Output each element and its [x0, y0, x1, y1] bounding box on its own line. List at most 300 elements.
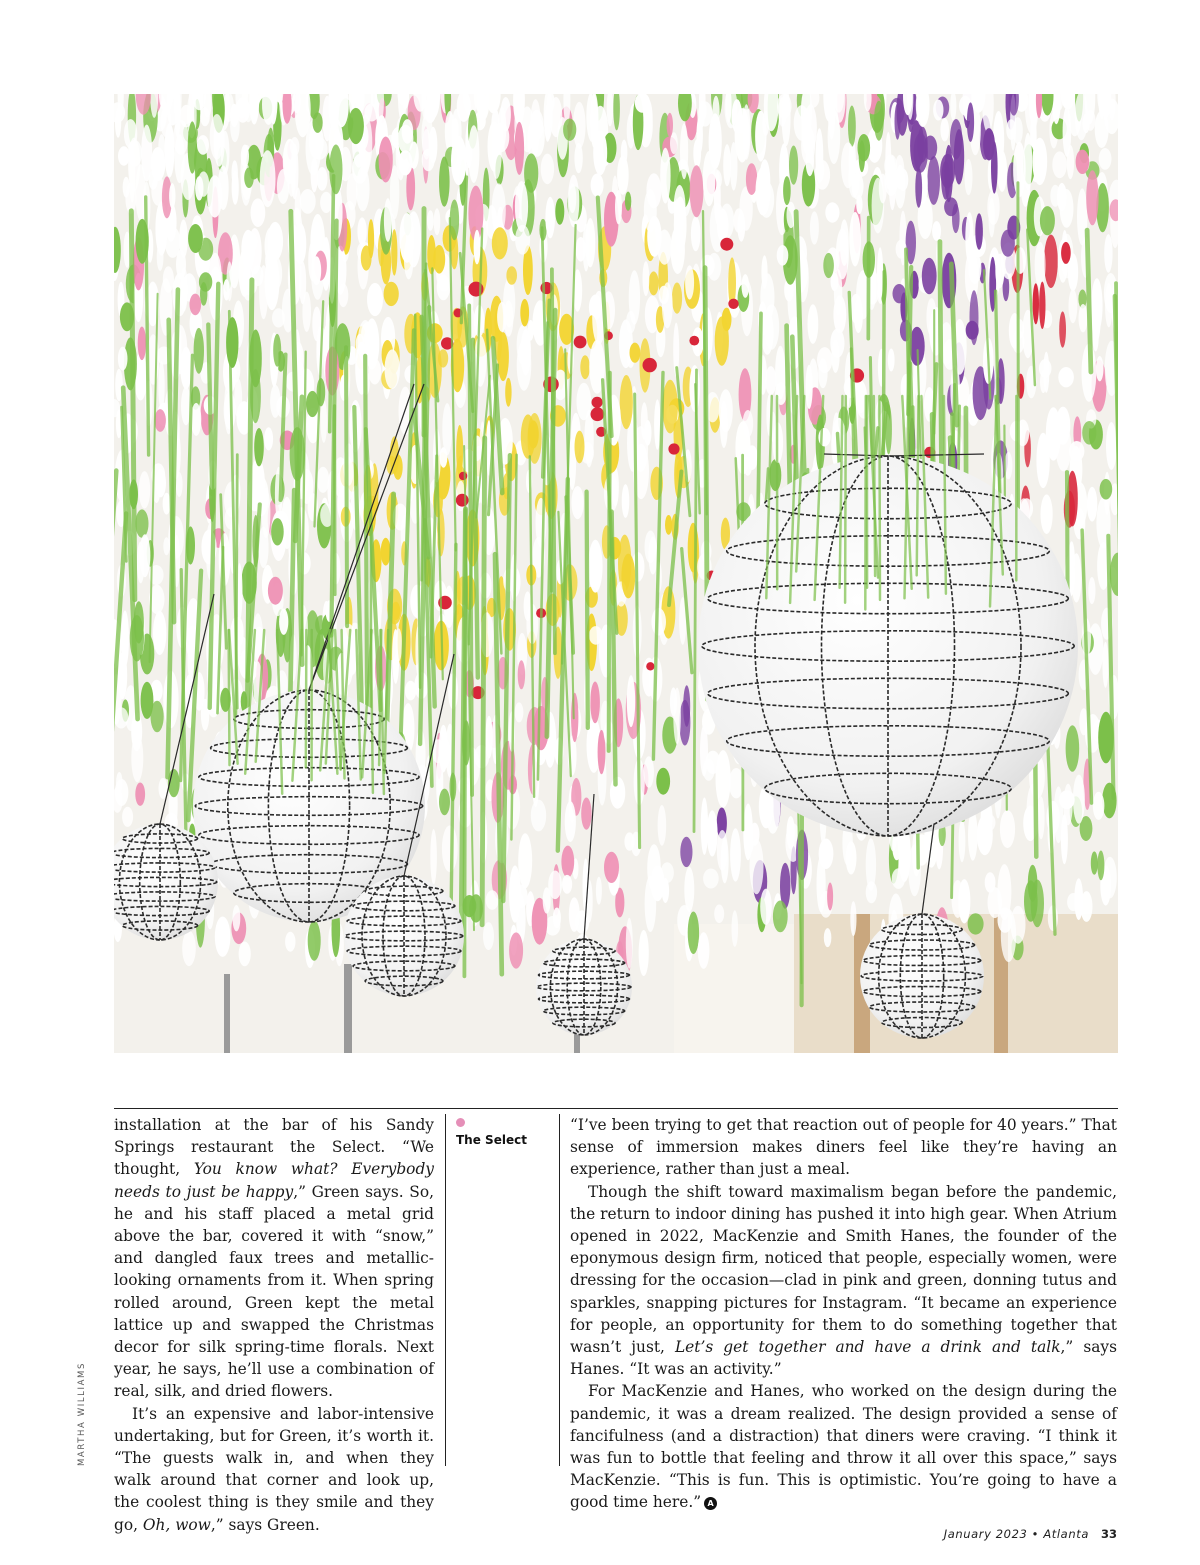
flower-cluster	[348, 108, 364, 144]
column-divider	[445, 1114, 446, 1466]
flower-cluster	[604, 852, 619, 883]
flower-cluster	[442, 825, 458, 872]
flower-cluster	[207, 175, 222, 217]
flower-cluster	[427, 210, 434, 231]
flower-cluster	[158, 134, 165, 160]
flower-cluster	[841, 142, 855, 188]
vine	[874, 396, 875, 576]
flower-cluster	[989, 198, 995, 238]
flower-cluster	[194, 328, 204, 374]
flower-cluster	[509, 932, 523, 968]
flower-cluster	[612, 467, 619, 506]
flower-cluster	[723, 144, 731, 186]
left-column	[114, 1114, 434, 1536]
flower-cluster	[1066, 725, 1080, 772]
flower-cluster	[1069, 289, 1078, 323]
flower-cluster	[571, 486, 583, 519]
paragraph: installation at the bar of his Sandy Springs restaurant the Select. “We thought, You know what? Everybody needs to just be happy,” Green says. So, he and his staff placed a metal grid above the bar, covered it with “snow,” and dangled faux trees and metallic-looking ornaments from it. When spring rolled around, Green kept the metal lattice up and swapped the Christmas decor for silk spring-time florals. Next year, he says, he’ll use a combination of real, silk, and dried flowers.	[114, 1116, 434, 1401]
flower-cluster	[430, 829, 437, 885]
photo-caption	[456, 1118, 552, 1147]
flower-cluster	[1104, 234, 1112, 273]
flower-cluster	[643, 261, 650, 296]
flower-cluster	[300, 189, 316, 214]
flower-cluster	[649, 271, 659, 295]
flower-cluster	[506, 266, 517, 285]
flower-cluster	[717, 830, 728, 871]
flower-cluster	[856, 195, 862, 214]
flower-cluster	[808, 304, 819, 344]
flower-cluster	[983, 128, 995, 160]
flower-cluster	[364, 104, 378, 122]
flower-cluster	[260, 150, 276, 207]
flower-cluster	[777, 245, 789, 266]
flower-cluster	[543, 887, 551, 913]
flower-cluster	[505, 378, 511, 407]
flower-cluster	[816, 157, 825, 182]
flower-cluster	[825, 202, 839, 222]
flower-cluster	[541, 154, 554, 185]
flower-cluster	[644, 756, 654, 788]
flower-cluster	[580, 355, 590, 379]
flower-cluster	[474, 335, 486, 386]
flower-cluster	[590, 682, 600, 724]
flower-cluster	[139, 471, 150, 508]
flower-cluster	[819, 839, 834, 870]
flower-cluster	[176, 472, 183, 497]
vine	[306, 630, 307, 767]
flower-cluster	[402, 119, 414, 144]
flower-cluster	[285, 932, 295, 952]
flower-cluster	[966, 321, 979, 340]
flower-cluster	[1063, 107, 1072, 157]
flower-cluster	[312, 307, 321, 342]
flower-cluster	[743, 804, 753, 861]
flower-cluster	[1044, 235, 1058, 288]
flower-cluster	[273, 334, 281, 367]
flower-cluster	[1086, 170, 1098, 225]
flower-cluster	[563, 119, 576, 141]
flower-cluster	[124, 119, 137, 149]
flower-cluster	[787, 816, 795, 849]
flower-cluster	[254, 428, 264, 466]
flower-cluster	[629, 270, 640, 324]
column-divider	[559, 1114, 560, 1466]
flower-cluster	[226, 317, 238, 368]
flower-cluster	[630, 343, 641, 363]
flower-cluster	[850, 901, 856, 936]
flower-cluster	[347, 173, 358, 210]
flower-cluster	[191, 403, 201, 436]
flower-cluster	[118, 347, 128, 371]
vine	[335, 406, 336, 595]
end-mark-icon: A	[704, 1497, 717, 1510]
flower-cluster	[515, 122, 525, 175]
flower-cluster	[268, 577, 283, 605]
issue-label: January 2023 • Atlanta	[943, 1527, 1089, 1541]
flower-cluster	[980, 813, 995, 832]
flower-cluster	[823, 253, 834, 278]
flower-cluster	[575, 237, 586, 262]
feature-photo	[114, 94, 1118, 1053]
flower-cluster	[141, 125, 152, 182]
vine	[879, 396, 880, 600]
flower-cluster	[438, 738, 451, 768]
flower-cluster	[361, 245, 372, 270]
flower-cluster	[888, 349, 895, 372]
flower-cluster	[395, 628, 402, 661]
flower-cluster	[485, 716, 492, 759]
flower-cluster	[737, 212, 745, 242]
flower-cluster	[155, 409, 166, 432]
flower-cluster	[593, 130, 607, 175]
flower-cluster	[742, 104, 750, 160]
flower-cluster	[264, 427, 273, 450]
flower-cluster	[1024, 880, 1038, 921]
flower-cluster	[1001, 909, 1016, 962]
flower-cluster	[1105, 283, 1113, 327]
flower-cluster	[945, 145, 953, 202]
flower-cluster	[965, 212, 973, 264]
flower-cluster	[840, 219, 849, 266]
flower-cluster	[620, 375, 633, 429]
flower-cluster	[950, 119, 962, 160]
flower-cluster	[644, 420, 651, 446]
flower-cluster	[118, 146, 130, 165]
flower-cluster	[688, 912, 699, 955]
flower-cluster	[259, 265, 268, 319]
caption-dot	[456, 1118, 465, 1127]
flower-cluster	[656, 768, 670, 795]
flower-cluster	[730, 142, 738, 191]
flower-cluster	[486, 890, 499, 910]
flower-cluster	[1069, 441, 1084, 461]
flower-cluster	[703, 869, 719, 889]
flower-cluster	[892, 868, 905, 889]
flower-cluster	[163, 537, 169, 555]
flower-cluster	[190, 294, 202, 316]
flower-cluster	[272, 308, 285, 327]
flower-cluster	[591, 174, 604, 197]
flower-cluster	[743, 410, 754, 437]
flower-cluster	[995, 254, 1004, 289]
flower-cluster	[691, 216, 701, 251]
flower-cluster	[806, 365, 813, 409]
flower-cluster	[732, 910, 739, 947]
flower-cluster	[858, 134, 871, 162]
vine	[845, 396, 846, 603]
rose	[456, 494, 469, 507]
flower-cluster	[657, 230, 672, 265]
flower-cluster	[137, 541, 145, 583]
flower-cluster	[810, 211, 819, 244]
flower-cluster	[277, 169, 289, 204]
flower-cluster	[230, 104, 239, 127]
rose	[646, 662, 654, 670]
flower-cluster	[759, 159, 770, 204]
flower-cluster	[1006, 119, 1016, 140]
flower-cluster	[617, 156, 629, 195]
flower-cluster	[755, 111, 766, 162]
flower-cluster	[385, 349, 400, 389]
rose	[728, 299, 738, 309]
flower-cluster	[1082, 421, 1096, 445]
flower-cluster	[1092, 301, 1101, 342]
flower-cluster	[384, 198, 392, 242]
flower-cluster	[746, 445, 758, 470]
flower-cluster	[719, 389, 733, 432]
flower-cluster	[806, 146, 814, 176]
flower-cluster	[577, 383, 592, 421]
paragraph: For MacKenzie and Hanes, who worked on the design during the pandemic, it was a dream realized. The design provided a sense of fancifulness (and a distraction) that diners were craving. “I think it was fun to bottle that feeling and throw it all over this space,” says MacKenzie. “This is fun. This is optimistic. You’re going to have a good time here.” A	[570, 1382, 1117, 1512]
flower-cluster	[251, 198, 266, 227]
flower-cluster	[245, 233, 258, 251]
flower-cluster	[914, 133, 928, 173]
flower-cluster	[227, 261, 233, 301]
flower-cluster	[357, 217, 366, 245]
vine	[865, 396, 866, 610]
flower-cluster	[518, 660, 525, 689]
flower-cluster	[701, 798, 708, 855]
flower-cluster	[531, 800, 546, 832]
flower-cluster	[434, 208, 441, 235]
flower-cluster	[714, 905, 724, 924]
flower-cluster	[409, 142, 419, 169]
flower-cluster	[361, 322, 375, 345]
flower-cluster	[1040, 206, 1055, 235]
flower-cluster	[712, 96, 719, 129]
flower-cluster	[232, 170, 239, 205]
flower-cluster	[697, 116, 703, 154]
flower-cluster	[515, 181, 528, 232]
flower-cluster	[927, 156, 940, 205]
flower-cluster	[1099, 148, 1112, 170]
flower-cluster	[437, 275, 450, 301]
flower-cluster	[468, 125, 479, 183]
flower-cluster	[895, 155, 905, 189]
flower-cluster	[405, 681, 416, 701]
flower-cluster	[521, 414, 535, 458]
flower-cluster	[312, 256, 322, 285]
flower-cluster	[707, 810, 718, 856]
flower-cluster	[625, 192, 631, 211]
flower-cluster	[210, 114, 224, 160]
flower-cluster	[849, 212, 861, 266]
flower-cluster	[135, 783, 145, 806]
flower-cluster	[182, 931, 196, 966]
flower-cluster	[438, 349, 448, 367]
flower-cluster	[121, 611, 129, 668]
flower-cluster	[1052, 151, 1067, 178]
floral-ceiling-illustration	[114, 94, 1118, 1053]
flower-cluster	[509, 866, 521, 923]
flower-cluster	[497, 332, 509, 381]
flower-cluster	[367, 283, 383, 316]
flower-cluster	[391, 229, 397, 276]
vine	[482, 438, 485, 925]
flower-cluster	[520, 299, 529, 327]
flower-cluster	[491, 124, 501, 179]
caption-text: The Select	[456, 1133, 527, 1147]
flower-cluster	[399, 213, 414, 263]
flower-cluster	[1091, 851, 1098, 874]
flower-cluster	[123, 177, 130, 198]
flower-cluster	[422, 129, 431, 160]
flower-cluster	[877, 247, 883, 300]
flower-cluster	[673, 688, 681, 745]
flower-cluster	[622, 484, 630, 518]
flower-cluster	[716, 750, 731, 808]
flower-cluster	[1093, 792, 1105, 820]
flower-cluster	[690, 165, 704, 217]
flower-cluster	[555, 198, 564, 224]
right-column	[570, 1114, 1117, 1514]
flower-cluster	[1035, 242, 1046, 288]
vine	[1018, 183, 1019, 543]
flower-cluster	[433, 245, 445, 274]
flower-cluster	[777, 94, 792, 119]
flower-cluster	[317, 167, 328, 191]
flower-cluster	[817, 347, 832, 373]
flower-cluster	[295, 187, 302, 227]
flower-cluster	[940, 118, 949, 142]
flower-cluster	[621, 554, 635, 599]
flower-cluster	[674, 185, 686, 233]
flower-cluster	[545, 197, 555, 239]
flower-cluster	[233, 905, 241, 931]
rose	[668, 443, 679, 454]
flower-cluster	[575, 431, 585, 464]
vine	[587, 492, 588, 728]
flower-cluster	[685, 265, 694, 299]
flower-cluster	[707, 253, 721, 281]
flower-cluster	[136, 509, 149, 537]
flower-cluster	[239, 942, 251, 967]
flower-cluster	[1076, 150, 1090, 174]
page-number: 33	[1100, 1527, 1117, 1541]
flower-cluster	[299, 261, 306, 304]
flower-cluster	[1097, 851, 1104, 881]
flower-cluster	[179, 219, 188, 258]
flower-cluster	[153, 611, 166, 655]
flower-cluster	[831, 339, 839, 373]
flower-cluster	[1000, 810, 1015, 848]
flower-cluster	[932, 221, 941, 241]
flower-cluster	[1033, 283, 1039, 324]
flower-cluster	[568, 175, 579, 227]
flower-cluster	[313, 112, 323, 133]
flower-cluster	[783, 176, 791, 205]
flower-cluster	[199, 272, 212, 292]
flower-cluster	[965, 159, 973, 195]
flower-cluster	[1058, 367, 1074, 387]
flower-cluster	[565, 801, 576, 842]
flower-cluster	[317, 467, 329, 493]
flower-cluster	[866, 881, 877, 903]
rose	[720, 238, 733, 251]
flower-cluster	[268, 256, 282, 291]
flower-cluster	[515, 702, 524, 722]
flower-cluster	[562, 875, 572, 894]
flower-cluster	[195, 176, 203, 200]
flower-cluster	[848, 106, 856, 147]
flower-cluster	[1088, 577, 1095, 604]
rose	[591, 407, 605, 421]
flower-cluster	[715, 316, 729, 365]
flower-cluster	[922, 258, 937, 295]
flower-cluster	[627, 675, 635, 727]
flower-cluster	[651, 865, 665, 901]
flower-cluster	[165, 227, 181, 258]
flower-cluster	[665, 515, 672, 535]
rose	[689, 336, 699, 346]
flower-cluster	[885, 132, 891, 189]
flower-cluster	[515, 225, 530, 255]
flower-cluster	[645, 531, 657, 564]
flower-cluster	[1043, 352, 1049, 393]
flower-cluster	[581, 798, 591, 830]
flower-cluster	[827, 883, 833, 911]
flower-cluster	[497, 302, 507, 332]
flower-cluster	[492, 227, 508, 259]
flower-cluster	[683, 685, 690, 727]
flower-cluster	[680, 837, 692, 867]
flower-cluster	[165, 123, 175, 178]
flower-cluster	[306, 391, 319, 417]
flower-cluster	[824, 928, 832, 947]
flower-cluster	[271, 518, 284, 545]
flower-cluster	[188, 224, 203, 253]
flower-cluster	[1001, 230, 1015, 257]
flower-cluster	[1039, 282, 1045, 330]
flower-cluster	[698, 932, 710, 969]
flower-cluster	[451, 136, 467, 185]
paragraph: “I’ve been trying to get that reaction out of people for 40 years.” That sense of immersion makes diners feel like they’re having an experience, rather than just a meal.	[570, 1116, 1117, 1179]
flower-cluster	[626, 918, 633, 969]
flower-cluster	[967, 102, 974, 142]
flower-cluster	[244, 167, 254, 188]
flower-cluster	[1046, 407, 1061, 460]
flower-cluster	[639, 930, 649, 976]
flower-cluster	[381, 538, 391, 566]
flower-cluster	[561, 846, 574, 878]
page-footer	[944, 1527, 1117, 1541]
flower-cluster	[141, 682, 154, 719]
vine	[908, 267, 911, 414]
top-rule	[114, 1108, 1118, 1109]
flower-cluster	[474, 230, 481, 265]
flower-cluster	[308, 921, 321, 961]
flower-cluster	[975, 213, 983, 249]
flower-cluster	[658, 805, 667, 846]
flower-cluster	[684, 867, 694, 912]
flower-cluster	[959, 820, 966, 863]
flower-cluster	[872, 178, 885, 234]
flower-cluster	[122, 807, 133, 827]
flower-cluster	[290, 137, 299, 156]
flower-cluster	[329, 145, 342, 195]
flower-cluster	[267, 222, 283, 261]
flower-cluster	[958, 879, 970, 923]
flower-cluster	[163, 266, 174, 293]
flower-cluster	[1059, 311, 1066, 347]
flower-cluster	[456, 425, 463, 477]
flower-cluster	[915, 168, 922, 208]
flower-cluster	[483, 922, 494, 950]
flower-cluster	[521, 329, 532, 376]
rose	[459, 472, 467, 480]
rose	[592, 397, 603, 408]
rose	[643, 358, 657, 372]
